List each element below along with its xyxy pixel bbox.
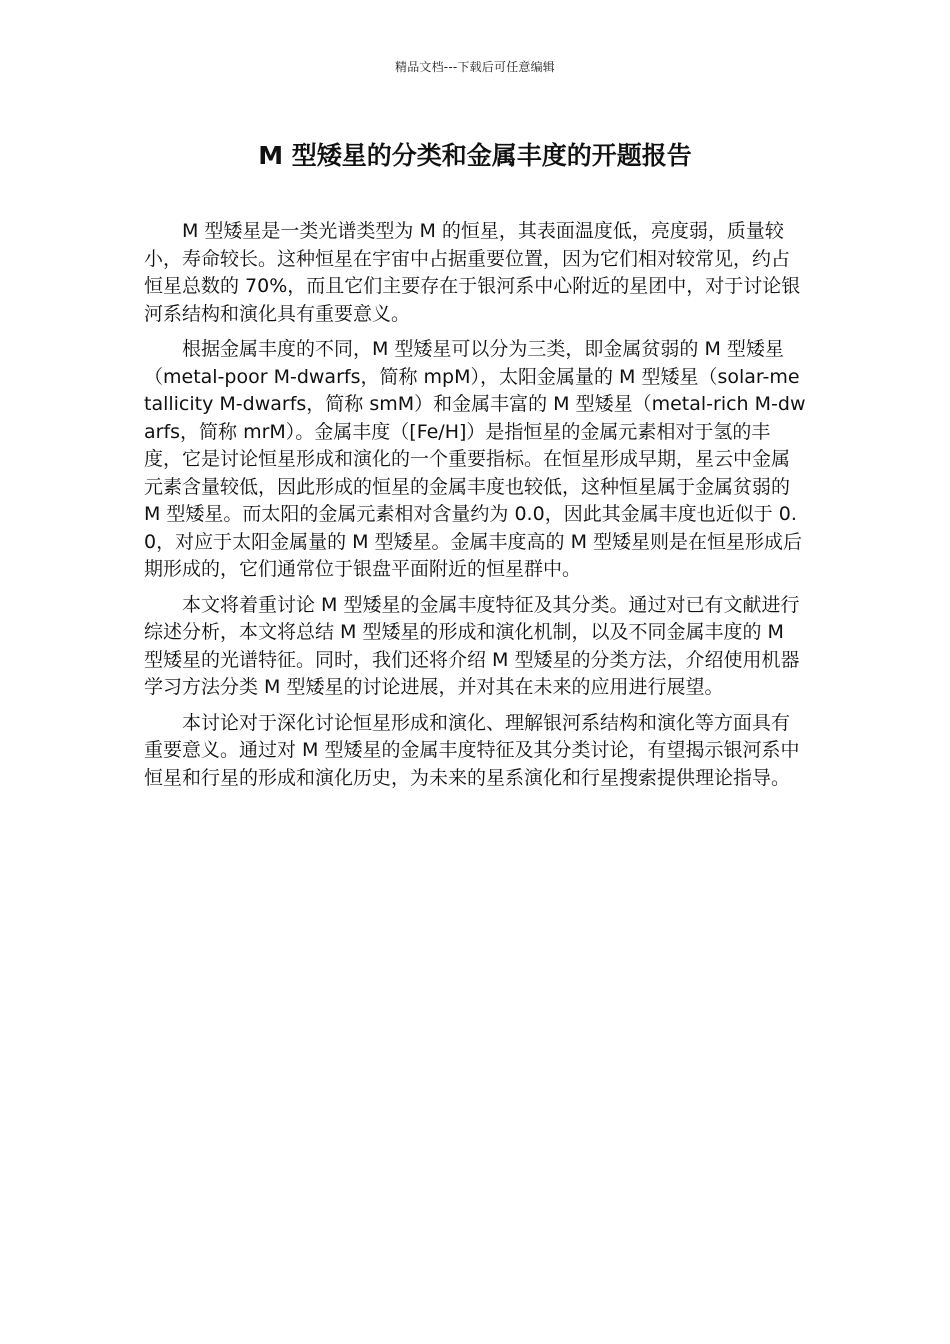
paragraph-significance: 本讨论对于深化讨论恒星形成和演化、理解银河系结构和演化等方面具有重要意义。通过对 M 型矮星的金属丰度特征及其分类讨论，有望揭示银河系中恒星和行星的形成和演化历史，为未来的星系演化和行星搜索提供理论指导。 [144, 711, 800, 789]
page-header: 精品文档---下载后可任意编辑 [395, 60, 555, 74]
paragraph-classification: 根据金属丰度的不同，M 型矮星可以分为三类，即金属贫弱的 M 型矮星（metal-poor M-dwarfs，简称 mpM），太阳金属量的 M 型矮星（solar-metallicity M-dwarfs，简称 smM）和金属丰富的 M 型矮星（metal-rich M-dwarfs，简称 mrM）。金属丰度（[Fe/H]）是指恒星的金属元素相对于氢的丰度，它是讨论恒星形成和演化的一个重要指标。在恒星形成早期，星云中金属元素含量较低，因此形成的恒星的金属丰度也较低，这种恒星属于金属贫弱的 M 型矮星。而太阳的金属元素相对含量约为 0.0，因此其金属丰度也近似于 0.0，对应于太阳金属量的 M 型矮星。金属丰度高的 M 型矮星则是在恒星形成后期形成的，它们通常位于银盘平面附近的恒星群中。 [144, 338, 806, 580]
paragraph-scope: 本文将着重讨论 M 型矮星的金属丰度特征及其分类。通过对已有文献进行综述分析，本文将总结 M 型矮星的形成和演化机制，以及不同金属丰度的 M 型矮星的光谱特征。同时，我们还将介绍 M 型矮星的分类方法，介绍使用机器学习方法分类 M 型矮星的讨论进展，并对其在未来的应用进行展望。 [144, 593, 800, 698]
paragraph-intro: M 型矮星是一类光谱类型为 M 的恒星，其表面温度低，亮度弱，质量较小，寿命较长。这种恒星在宇宙中占据重要位置，因为它们相对较常见，约占恒星总数的 70%，而且它们主要存在于银河系中心附近的星团中，对于讨论银河系结构和演化具有重要意义。 [144, 220, 801, 325]
document-body [144, 218, 806, 800]
document-title: M 型矮星的分类和金属丰度的开题报告 [258, 141, 692, 170]
